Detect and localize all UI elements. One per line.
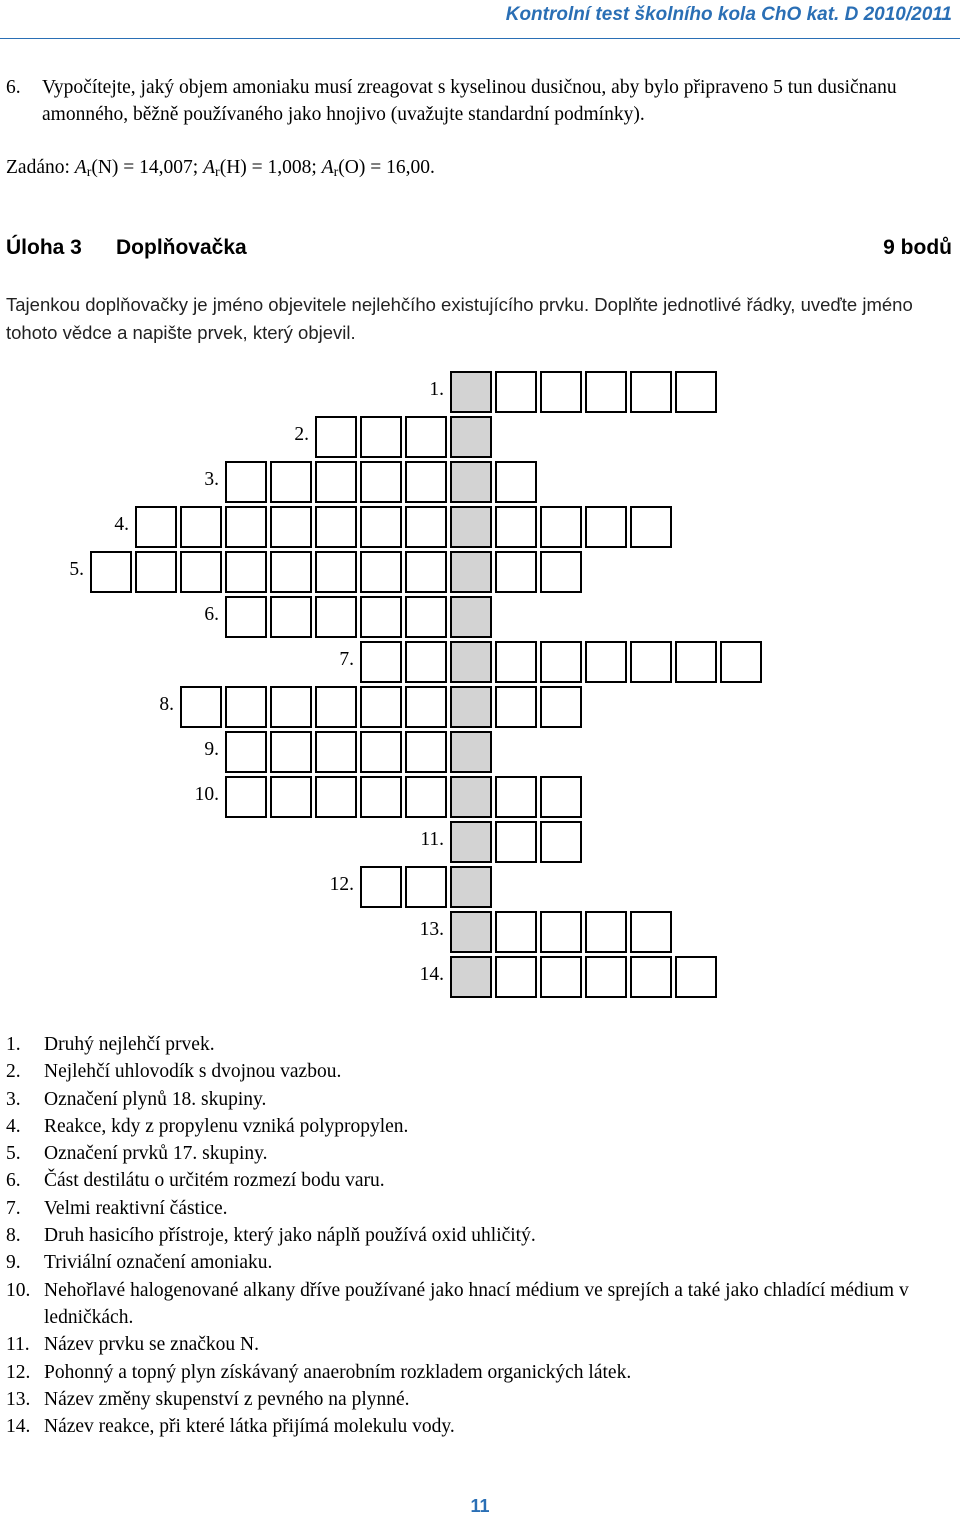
solution-cell[interactable] — [450, 596, 492, 638]
clue-number: 6. — [6, 1170, 21, 1192]
task-3-title: Doplňovačka — [116, 236, 247, 259]
crossword-cell[interactable] — [585, 911, 627, 953]
clue-text: Pohonný a topný plyn získávaný anaerobním rozkladem organických látek. — [44, 1361, 632, 1383]
crossword-cell[interactable] — [630, 506, 672, 548]
solution-cell[interactable] — [450, 911, 492, 953]
crossword-cell[interactable] — [540, 551, 582, 593]
crossword-cell[interactable] — [405, 776, 447, 818]
clue-item — [6, 1058, 951, 1085]
clue-text: Název prvku se značkou N. — [44, 1334, 259, 1356]
given-values: Zadáno: $A_r(N) = 14,007$; $A_r(H) = 1,008$; $A_r(O) = 16,00$. — [6, 157, 435, 180]
given-n: (N) = 14,007; — [91, 157, 204, 178]
crossword-cell[interactable] — [495, 551, 537, 593]
crossword-cell[interactable] — [495, 821, 537, 863]
crossword-row-label: 14. — [419, 964, 444, 985]
clue-text: Název změny skupenství z pevného na plynné. — [44, 1388, 410, 1410]
crossword-cell[interactable] — [225, 461, 267, 503]
solution-cell[interactable] — [450, 506, 492, 548]
solution-cell[interactable] — [450, 821, 492, 863]
crossword-cell[interactable] — [495, 776, 537, 818]
crossword-cell[interactable] — [405, 596, 447, 638]
crossword-cell[interactable] — [135, 506, 177, 548]
crossword-cell[interactable] — [540, 911, 582, 953]
task-3-points: 9 bodů — [883, 236, 952, 259]
crossword-cell[interactable] — [180, 686, 222, 728]
given-prefix: Zadáno: — [6, 157, 75, 178]
crossword-row-label: 5. — [69, 559, 84, 580]
crossword-cell[interactable] — [540, 686, 582, 728]
clue-item — [6, 1167, 951, 1194]
clue-number: 9. — [6, 1252, 21, 1274]
crossword-cell[interactable] — [270, 686, 312, 728]
crossword-cell[interactable] — [270, 551, 312, 593]
clue-item — [6, 1222, 951, 1249]
crossword-cell[interactable] — [225, 596, 267, 638]
clue-number: 14. — [6, 1416, 31, 1438]
clue-number: 1. — [6, 1034, 21, 1055]
crossword-cell[interactable] — [630, 911, 672, 953]
crossword-cell[interactable] — [225, 776, 267, 818]
crossword-row-label: 13. — [419, 919, 444, 940]
clue-list — [6, 1031, 951, 1440]
question-6-text: Vypočítejte, jaký objem amoniaku musí zreagovat s kyselinou dusičnou, aby bylo připraveno 5 tun dusičnanu amonného, běžně používaného jako hnojivo (uvažujte standardní podmínky). — [42, 77, 897, 125]
clue-text: Druh hasicího přístroje, který jako náplň používá oxid uhličitý. — [44, 1225, 536, 1247]
crossword-cell[interactable] — [360, 416, 402, 458]
crossword-row-label: 12. — [329, 874, 354, 895]
clue-item — [6, 1113, 951, 1140]
crossword-cell[interactable] — [270, 506, 312, 548]
crossword-row-label: 11. — [420, 829, 444, 850]
crossword-cell[interactable] — [135, 551, 177, 593]
crossword-cell[interactable] — [630, 641, 672, 683]
question-6-number: 6. — [6, 77, 21, 98]
crossword-row-label: 8. — [159, 694, 174, 715]
crossword-cell[interactable] — [360, 551, 402, 593]
clue-text: Druhý nejlehčí prvek. — [44, 1034, 215, 1055]
crossword-cell[interactable] — [360, 731, 402, 773]
crossword-row-label: 7. — [339, 649, 354, 670]
crossword-row-label: 4. — [114, 514, 129, 535]
document-header: Kontrolní test školního kola ChO kat. D 2010/2011 — [505, 4, 952, 25]
clue-item — [6, 1331, 951, 1358]
clue-text: Označení prvků 17. skupiny. — [44, 1143, 268, 1165]
header-divider — [0, 38, 960, 39]
crossword-cell[interactable] — [405, 731, 447, 773]
crossword-cell[interactable] — [225, 551, 267, 593]
clue-item — [6, 1386, 951, 1413]
clue-number: 12. — [6, 1361, 31, 1383]
clue-number: 2. — [6, 1061, 21, 1083]
crossword-cell[interactable] — [225, 731, 267, 773]
crossword-cell[interactable] — [675, 956, 717, 998]
crossword-cell[interactable] — [540, 641, 582, 683]
solution-cell[interactable] — [450, 686, 492, 728]
crossword-cell[interactable] — [270, 461, 312, 503]
crossword-cell[interactable] — [630, 956, 672, 998]
crossword-cell[interactable] — [720, 641, 762, 683]
clue-text: Část destilátu o určitém rozmezí bodu varu. — [44, 1170, 385, 1192]
solution-cell[interactable] — [450, 731, 492, 773]
crossword-cell[interactable] — [585, 641, 627, 683]
clue-item — [6, 1086, 951, 1113]
solution-cell[interactable] — [450, 776, 492, 818]
crossword-cell[interactable] — [315, 461, 357, 503]
crossword-cell[interactable] — [315, 731, 357, 773]
crossword-cell[interactable] — [315, 551, 357, 593]
crossword-cell[interactable] — [360, 596, 402, 638]
question-6 — [6, 74, 951, 128]
crossword-cell[interactable] — [90, 551, 132, 593]
clue-item — [6, 1249, 951, 1276]
crossword-cell[interactable] — [585, 506, 627, 548]
crossword-row-label: 2. — [294, 424, 309, 445]
crossword-row-label: 10. — [194, 784, 219, 805]
crossword-row-label: 9. — [204, 739, 219, 760]
crossword-cell[interactable] — [360, 506, 402, 548]
solution-cell[interactable] — [450, 461, 492, 503]
crossword-cell[interactable] — [360, 461, 402, 503]
clue-number: 3. — [6, 1088, 21, 1110]
crossword-cell[interactable] — [315, 686, 357, 728]
task-3-label: Úloha 3 — [6, 236, 82, 259]
clue-text: Velmi reaktivní částice. — [44, 1197, 228, 1219]
crossword-cell[interactable] — [315, 596, 357, 638]
crossword-cell[interactable] — [630, 371, 672, 413]
crossword-cell[interactable] — [675, 641, 717, 683]
crossword-cell[interactable] — [405, 641, 447, 683]
solution-cell[interactable] — [450, 416, 492, 458]
clue-item — [6, 1195, 951, 1222]
solution-cell[interactable] — [450, 641, 492, 683]
crossword-cell[interactable] — [360, 641, 402, 683]
crossword-cell[interactable] — [540, 506, 582, 548]
crossword-cell[interactable] — [495, 641, 537, 683]
clue-number: 4. — [6, 1115, 21, 1137]
crossword-cell[interactable] — [315, 416, 357, 458]
crossword-cell[interactable] — [675, 371, 717, 413]
crossword-cell[interactable] — [405, 506, 447, 548]
clue-text: Nejlehčí uhlovodík s dvojnou vazbou. — [44, 1061, 342, 1083]
crossword-cell[interactable] — [405, 461, 447, 503]
solution-cell[interactable] — [450, 866, 492, 908]
task-3-instructions: Tajenkou doplňovačky je jméno objevitele nejlehčího existujícího prvku. Doplňte jednotlivé řádky, uveďte jméno tohoto vědce a napište prvek, který objevil. — [6, 294, 913, 343]
crossword-cell[interactable] — [495, 371, 537, 413]
crossword-cell[interactable] — [495, 461, 537, 503]
crossword-cell[interactable] — [540, 776, 582, 818]
crossword-cell[interactable] — [225, 686, 267, 728]
clue-item — [6, 1031, 951, 1058]
crossword-cell[interactable] — [495, 911, 537, 953]
crossword-cell[interactable] — [495, 506, 537, 548]
crossword-cell[interactable] — [270, 596, 312, 638]
page-number: 11 — [470, 1496, 490, 1516]
crossword-cell[interactable] — [270, 731, 312, 773]
crossword-cell[interactable] — [315, 506, 357, 548]
crossword-cell[interactable] — [360, 776, 402, 818]
crossword-cell[interactable] — [405, 551, 447, 593]
clue-text: Triviální označení amoniaku. — [44, 1252, 273, 1274]
crossword-cell[interactable] — [405, 866, 447, 908]
crossword-cell[interactable] — [540, 956, 582, 998]
clue-item — [6, 1140, 951, 1167]
clue-text: Reakce, kdy z propylenu vzniká polypropylen. — [44, 1115, 409, 1137]
clue-number: 8. — [6, 1225, 21, 1247]
clue-number: 7. — [6, 1197, 21, 1219]
crossword-cell[interactable] — [405, 686, 447, 728]
crossword-row-label: 6. — [204, 604, 219, 625]
task-3-heading — [6, 236, 952, 260]
clue-text: Nehořlavé halogenované alkany dříve používané jako hnací médium ve sprejích a také jako chladící médium v ledničkách. — [44, 1279, 909, 1328]
crossword-cell[interactable] — [270, 776, 312, 818]
crossword-cell[interactable] — [495, 956, 537, 998]
clue-item — [6, 1359, 951, 1386]
crossword-cell[interactable] — [360, 866, 402, 908]
clue-number: 13. — [6, 1388, 31, 1410]
solution-cell[interactable] — [450, 371, 492, 413]
clue-item — [6, 1277, 951, 1332]
crossword-cell[interactable] — [495, 686, 537, 728]
clue-item — [6, 1413, 951, 1440]
crossword-cell[interactable] — [405, 416, 447, 458]
crossword-cell[interactable] — [540, 821, 582, 863]
crossword-cell[interactable] — [180, 551, 222, 593]
clue-text: Označení plynů 18. skupiny. — [44, 1088, 267, 1110]
solution-cell[interactable] — [450, 551, 492, 593]
crossword-cell[interactable] — [360, 686, 402, 728]
solution-cell[interactable] — [450, 956, 492, 998]
clue-number: 5. — [6, 1143, 21, 1165]
crossword-cell[interactable] — [585, 371, 627, 413]
crossword-cell[interactable] — [585, 956, 627, 998]
crossword-cell[interactable] — [180, 506, 222, 548]
given-h: (H) = 1,008; — [219, 157, 322, 178]
crossword-cell[interactable] — [225, 506, 267, 548]
crossword-cell[interactable] — [315, 776, 357, 818]
given-o: (O) = 16,00. — [338, 157, 435, 178]
clue-text: Název reakce, při které látka přijímá molekulu vody. — [44, 1416, 455, 1438]
clue-number: 11. — [6, 1334, 30, 1356]
clue-number: 10. — [6, 1279, 31, 1301]
crossword-row-label: 1. — [429, 379, 444, 400]
crossword-cell[interactable] — [540, 371, 582, 413]
crossword-row-label: 3. — [204, 469, 219, 490]
